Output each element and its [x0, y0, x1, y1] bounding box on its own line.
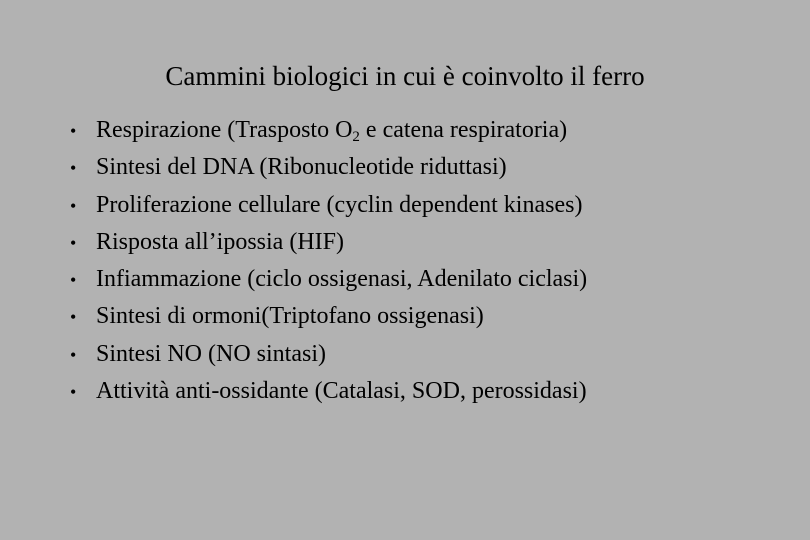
bullet-icon: • [70, 158, 77, 179]
bullet-icon: • [70, 270, 77, 291]
bullet-text: Sintesi di ormoni(Triptofano ossigenasi) [96, 303, 484, 330]
bullet-text: Infiammazione (ciclo ossigenasi, Adenilato ciclasi) [96, 266, 588, 293]
bullet-text-before: Respirazione (Trasposto O [96, 117, 353, 143]
bullet-item-respirazione [70, 112, 587, 149]
bullet-text: Sintesi NO (NO sintasi) [96, 340, 326, 367]
bullet-icon: • [70, 382, 77, 403]
bullet-icon: • [70, 121, 77, 141]
slide-title-text: Cammini biologici in cui è coinvolto il ferro [165, 61, 645, 91]
bullet-icon: • [70, 307, 77, 328]
bullet-text: Risposta all’ipossia (HIF) [96, 228, 344, 255]
bullet-text: Attività anti-ossidante (Catalasi, SOD, perossidasi) [96, 378, 587, 405]
bullet-icon: • [70, 344, 77, 365]
bullet-text-after: e catena respiratoria) [359, 117, 568, 143]
bullet-item-sintesi-dna [70, 149, 587, 186]
bullet-item-proliferazione [70, 187, 587, 224]
slide-title [0, 58, 810, 94]
bullet-item-ipossia [70, 224, 587, 261]
bullet-icon: • [70, 195, 77, 216]
bullet-icon: • [70, 232, 77, 253]
bullet-text: Proliferazione cellulare (cyclin dependent kinases) [96, 191, 583, 218]
bullet-text: Sintesi del DNA (Ribonucleotide riduttasi) [96, 154, 507, 181]
bullet-item-ormoni [70, 298, 587, 335]
bullet-text [96, 112, 567, 149]
bullet-item-antiossidante [70, 373, 587, 410]
bullet-item-infiammazione [70, 261, 587, 298]
bullet-text-subscript: 2 [352, 129, 360, 145]
bullet-item-sintesi-no [70, 336, 587, 373]
bullet-list [70, 112, 587, 410]
